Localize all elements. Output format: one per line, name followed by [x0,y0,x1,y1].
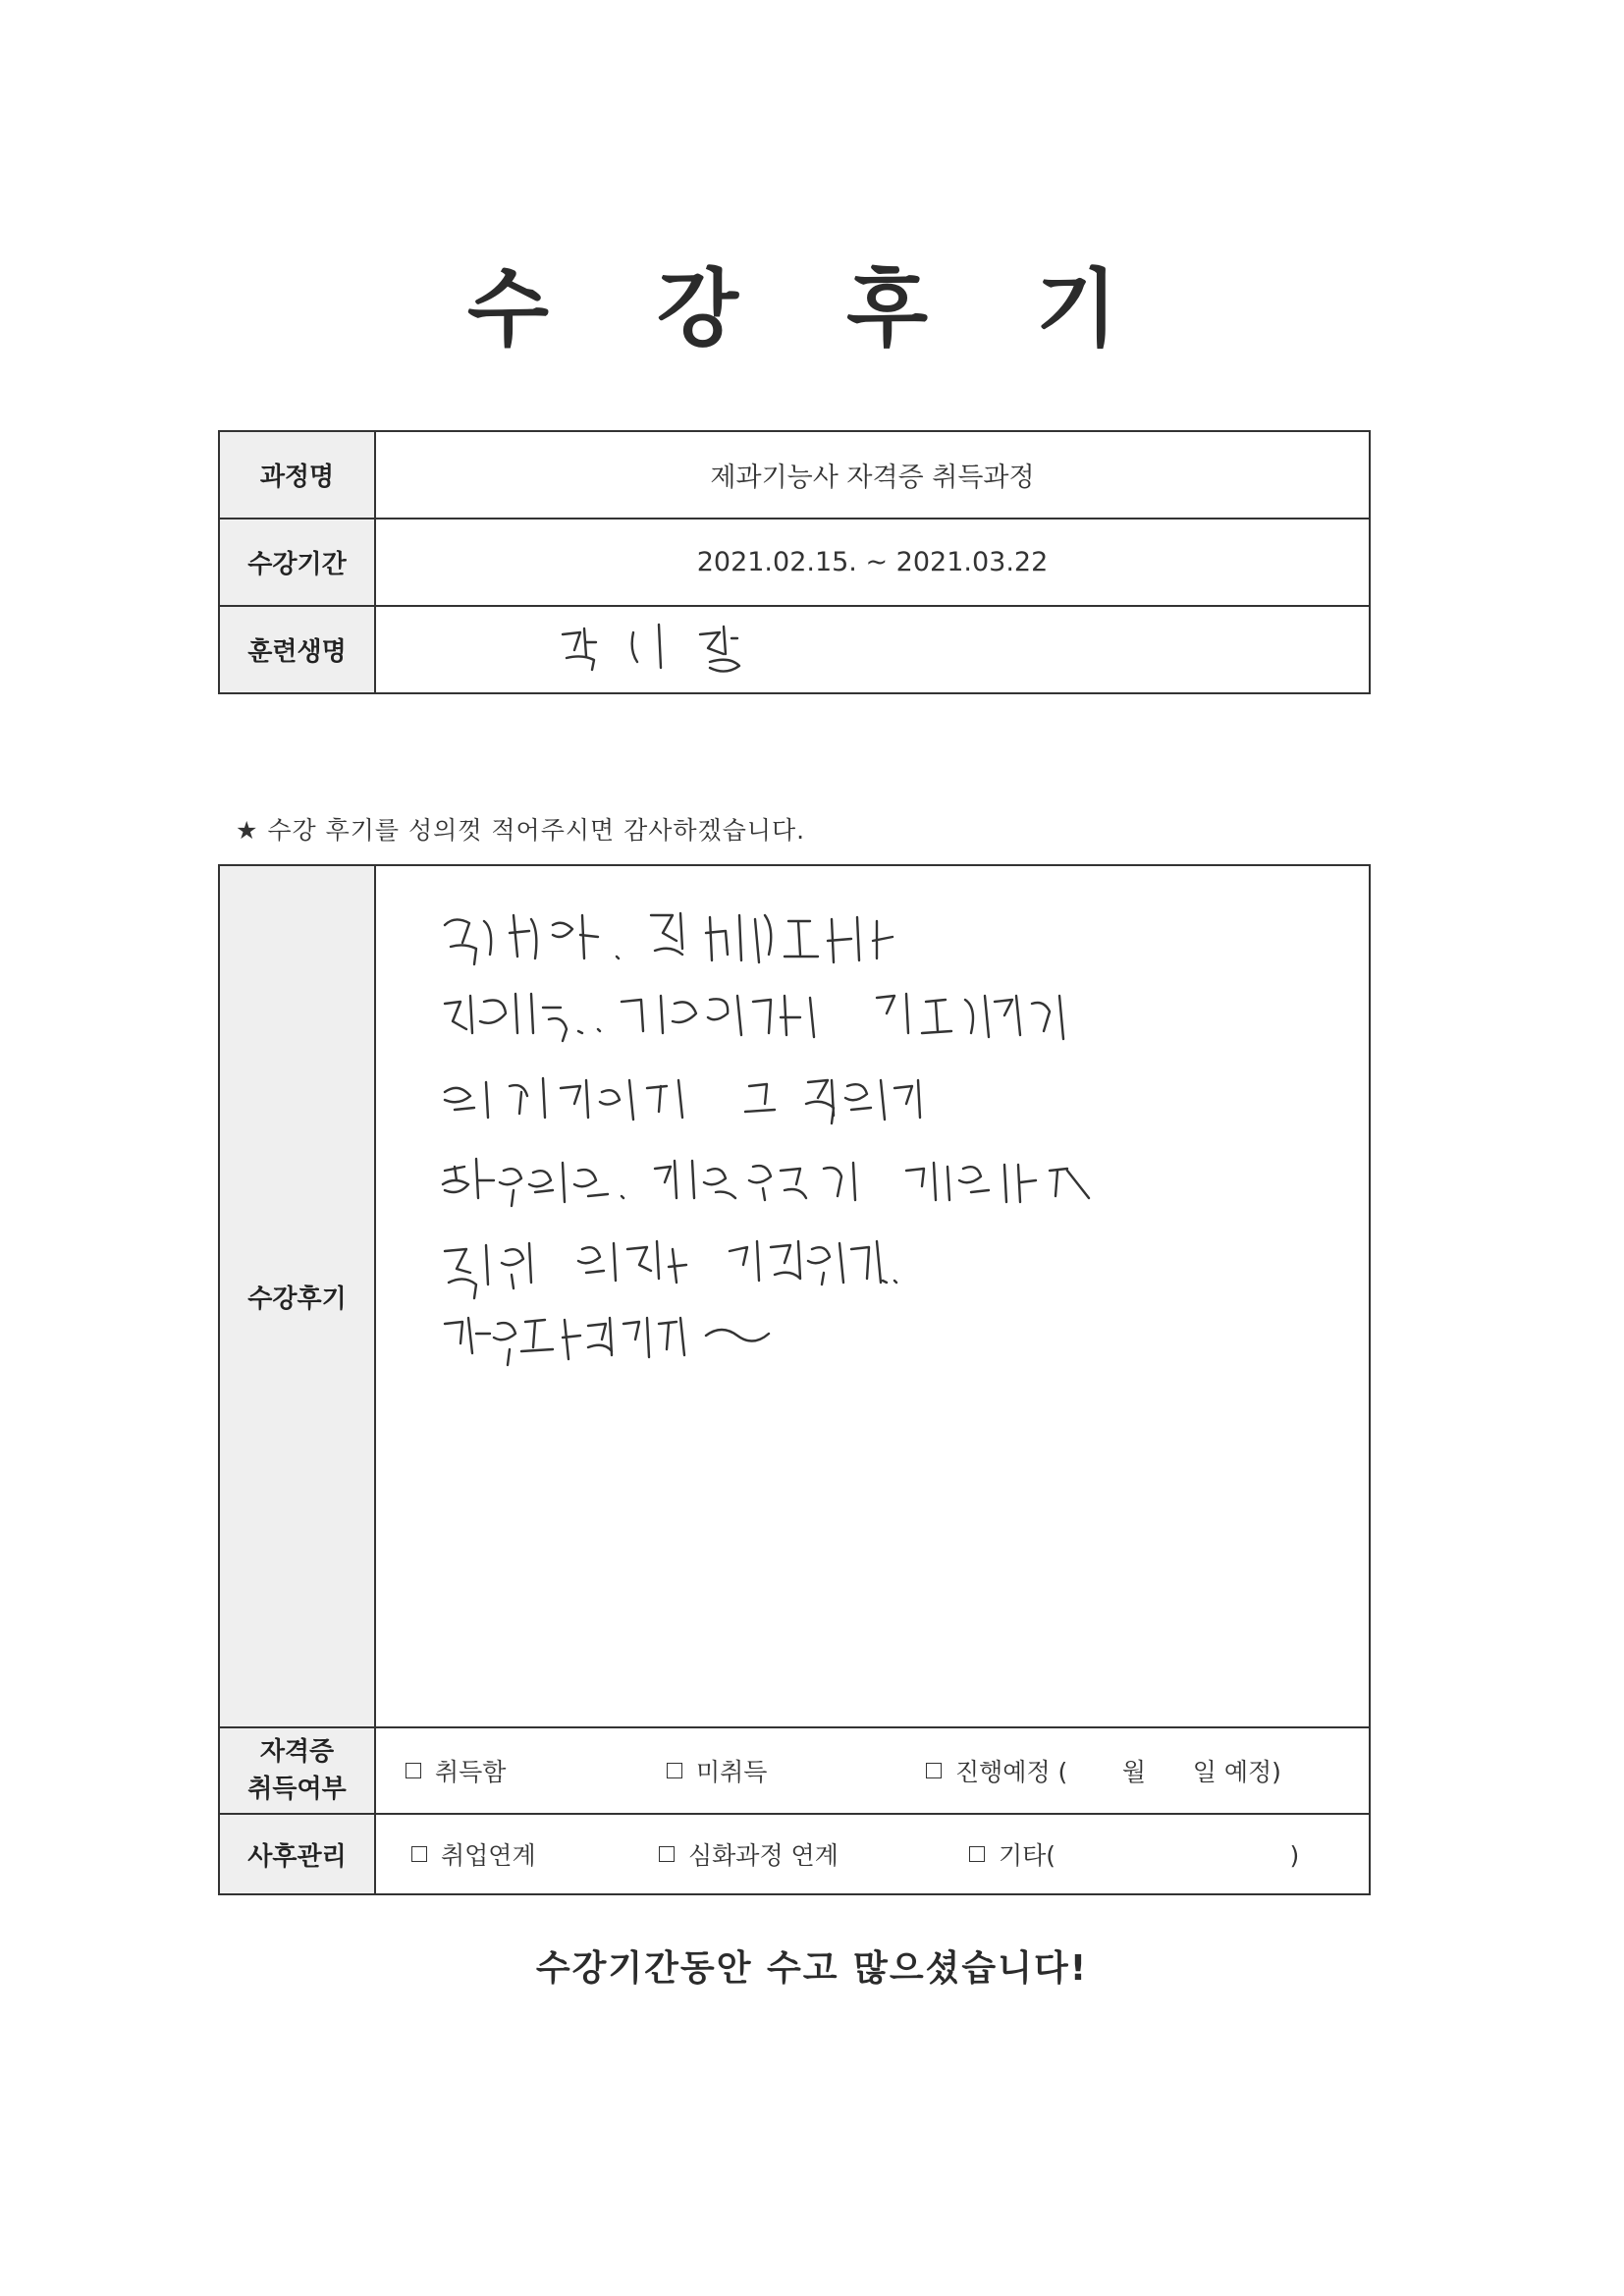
certification-options [375,1727,1370,1814]
course-label: 과정명 [219,431,375,519]
trainee-signature [375,606,1370,693]
period-label: 수강기간 [219,519,375,606]
cert-option-not-acquired[interactable] [667,1753,767,1788]
cert-option-acquired[interactable] [406,1753,506,1788]
aftercare-option-employment[interactable] [411,1836,536,1872]
certification-label-line1: 자격증 [259,1737,335,1767]
review-table [218,864,1371,1895]
page-title: 수 강 후 기 [466,260,1158,358]
certification-label [219,1727,375,1814]
aftercare-option-employment-label: 취업연계 [441,1841,536,1870]
checkbox-icon[interactable] [926,1763,942,1778]
aftercare-option-other[interactable] [969,1836,1299,1872]
aftercare-option-other-label: 기타( ) [999,1841,1300,1870]
cert-option-scheduled-label: 진행예정 ( 월 일 예정) [955,1758,1281,1786]
course-info-table [218,430,1371,694]
checkbox-icon[interactable] [667,1763,682,1778]
review-notice: ★ 수강 후기를 성의껏 적어주시면 감사하겠습니다. [236,816,806,845]
checkbox-icon[interactable] [411,1846,427,1862]
aftercare-label: 사후관리 [219,1814,375,1894]
cert-option-acquired-label: 취득함 [435,1758,507,1786]
cert-option-not-acquired-label: 미취득 [696,1758,768,1786]
period-value: 2021.02.15. ~ 2021.03.22 [375,519,1370,606]
trainee-label: 훈련생명 [219,606,375,693]
checkbox-icon[interactable] [406,1763,421,1778]
aftercare-options [375,1814,1370,1894]
checkbox-icon[interactable] [659,1846,675,1862]
checkbox-icon[interactable] [969,1846,985,1862]
course-value: 제과기능사 자격증 취득과정 [375,431,1370,519]
signature-graphic [543,615,798,683]
aftercare-option-advanced[interactable] [659,1836,839,1872]
certification-label-line2: 취득여부 [247,1775,347,1804]
review-label: 수강후기 [219,865,375,1727]
closing-message: 수강기간동안 수고 많으셨습니다! [535,1948,1089,1989]
review-content [375,865,1370,1727]
cert-option-scheduled[interactable] [926,1753,1281,1788]
aftercare-option-advanced-label: 심화과정 연계 [688,1841,839,1870]
handwritten-review [415,886,1397,1436]
